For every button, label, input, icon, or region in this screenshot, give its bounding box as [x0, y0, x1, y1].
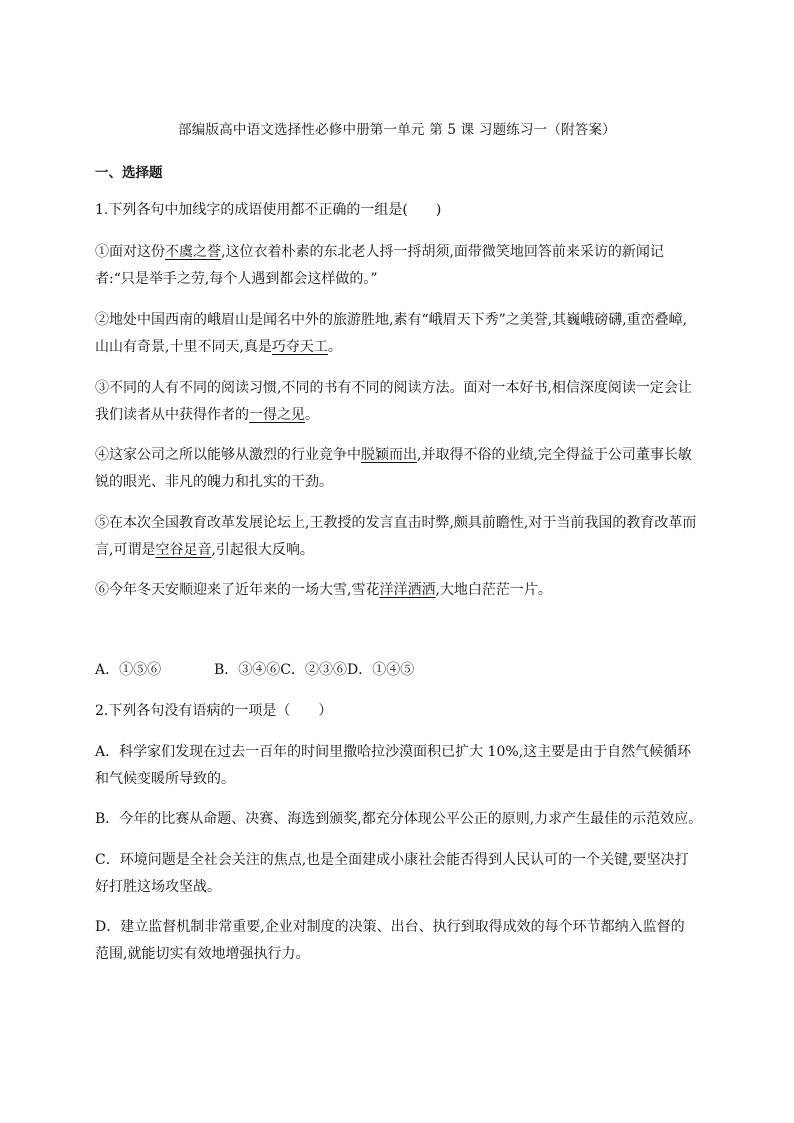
question-1-options-line — [95, 657, 414, 684]
option-d-line-2: 范围,就能切实有效地增强执行力。 — [95, 946, 310, 962]
sentence-1-text: ,这位衣着朴素的东北老人捋一捋胡须,面带微笑地回答前来采访的新闻记 — [221, 244, 664, 260]
sentence-4-line-1 — [95, 442, 703, 469]
sentence-1-line-2: 者:“只是举手之劳,每个人遇到都会这样做的。” — [95, 271, 378, 287]
option-c-line-1: C．环境问题是全社会关注的焦点,也是全面建成小康社会能否得到人民认可的一个关键,要坚决打 — [95, 852, 689, 868]
question-2-stem-text: 2.下列各句没有语病的一项是（ ） — [95, 703, 333, 719]
option-b-line-1: B．今年的比赛从命题、决赛、海选到颁奖,都充分体现公平公正的原则,力求产生最佳的示范效应。 — [95, 811, 703, 827]
document-title: 部编版高中语文选择性必修中册第一单元 第 5 课 习题练习一（附答案） — [178, 122, 616, 138]
sentence-2-text: 山山有奇景,十里不同天,真是 — [95, 339, 272, 355]
sentence-1-idiom: 不虞之誉 — [165, 244, 221, 260]
option-c: C．②③⑥ — [280, 662, 348, 678]
sentence-3-text: 。 — [305, 407, 319, 423]
sentence-6-line-1 — [95, 577, 703, 604]
sentence-5-line-1: ⑤在本次全国教育改革发展论坛上,王教授的发言直击时弊,颇具前瞻性,对于当前我国的教育改革而 — [95, 515, 697, 531]
sentence-2 — [95, 307, 703, 361]
sentence-2-text: 。 — [327, 339, 342, 355]
sentence-5 — [95, 510, 703, 564]
option-d: D．①④⑤ — [347, 662, 415, 678]
sentence-3 — [95, 375, 703, 429]
option-a: A．①⑤⑥ — [95, 662, 162, 678]
question-2-stem — [95, 698, 703, 725]
question-1-stem-text: 1.下列各句中加线字的成语使用都不正确的一组是( ) — [95, 202, 442, 218]
option-d-line-1: D．建立监督机制非常重要,企业对制度的决策、出台、执行到取得成效的每个环节都纳入监督的 — [95, 919, 685, 935]
sentence-3-line-2 — [95, 402, 703, 429]
question-1-stem — [95, 197, 703, 224]
sentence-4-text: ④这家公司之所以能够从激烈的行业竞争中 — [95, 447, 361, 463]
sentence-6-text: ⑥今年冬天安顺迎来了近年来的一场大雪,雪花 — [95, 582, 380, 598]
question-2-option-b — [95, 806, 703, 833]
option-c-line-2: 好打胜这场攻坚战。 — [95, 879, 221, 895]
sentence-1-line-1 — [95, 239, 703, 266]
sentence-5-text: 言,可谓是 — [95, 542, 156, 558]
option-b: B．③④⑥ — [214, 662, 281, 678]
sentence-4-line-2: 锐的眼光、非凡的魄力和扎实的干劲。 — [95, 474, 333, 490]
sentence-6-text: ,大地白茫茫一片。 — [435, 582, 552, 598]
sentence-5-idiom: 空谷足音 — [155, 542, 212, 558]
sentence-3-text: 我们读者从中获得作者的 — [95, 407, 249, 423]
sentence-1-text: ①面对这份 — [95, 244, 165, 260]
sentence-2-line-1: ②地处中国西南的峨眉山是闻名中外的旅游胜地,素有“峨眉天下秀”之美誉,其巍峨磅礴,重峦叠嶂, — [95, 312, 688, 328]
sentence-6 — [95, 577, 703, 604]
sentence-3-line-1: ③不同的人有不同的阅读习惯,不同的书有不同的阅读方法。面对一本好书,相信深度阅读一定会让 — [95, 380, 692, 396]
section-heading: 一、选择题 — [95, 165, 163, 181]
question-2-option-a — [95, 739, 703, 793]
option-a-line-1: A．科学家们发现在过去一百年的时间里撒哈拉沙漠面积已扩大 10%,这主要是由于自然气候循环 — [95, 744, 692, 760]
sentence-5-text: ,引起很大反响。 — [211, 542, 314, 558]
question-2-option-c — [95, 847, 703, 901]
sentence-4 — [95, 442, 703, 496]
sentence-4-idiom: 脱颖而出 — [361, 447, 417, 463]
sentence-1 — [95, 239, 703, 293]
sentence-3-idiom: 一得之见 — [249, 407, 305, 423]
question-2-option-d — [95, 914, 703, 968]
option-a-line-2: 和气候变暖所导致的。 — [95, 771, 235, 787]
sentence-5-line-2 — [95, 537, 703, 564]
question-1-options — [95, 657, 703, 684]
sentence-2-idiom: 巧夺天工 — [271, 339, 328, 355]
sentence-2-line-2 — [95, 334, 703, 361]
sentence-4-text: ,并取得不俗的业绩,完全得益于公司董事长敏 — [417, 447, 692, 463]
sentence-6-idiom: 洋洋洒洒 — [379, 582, 436, 598]
